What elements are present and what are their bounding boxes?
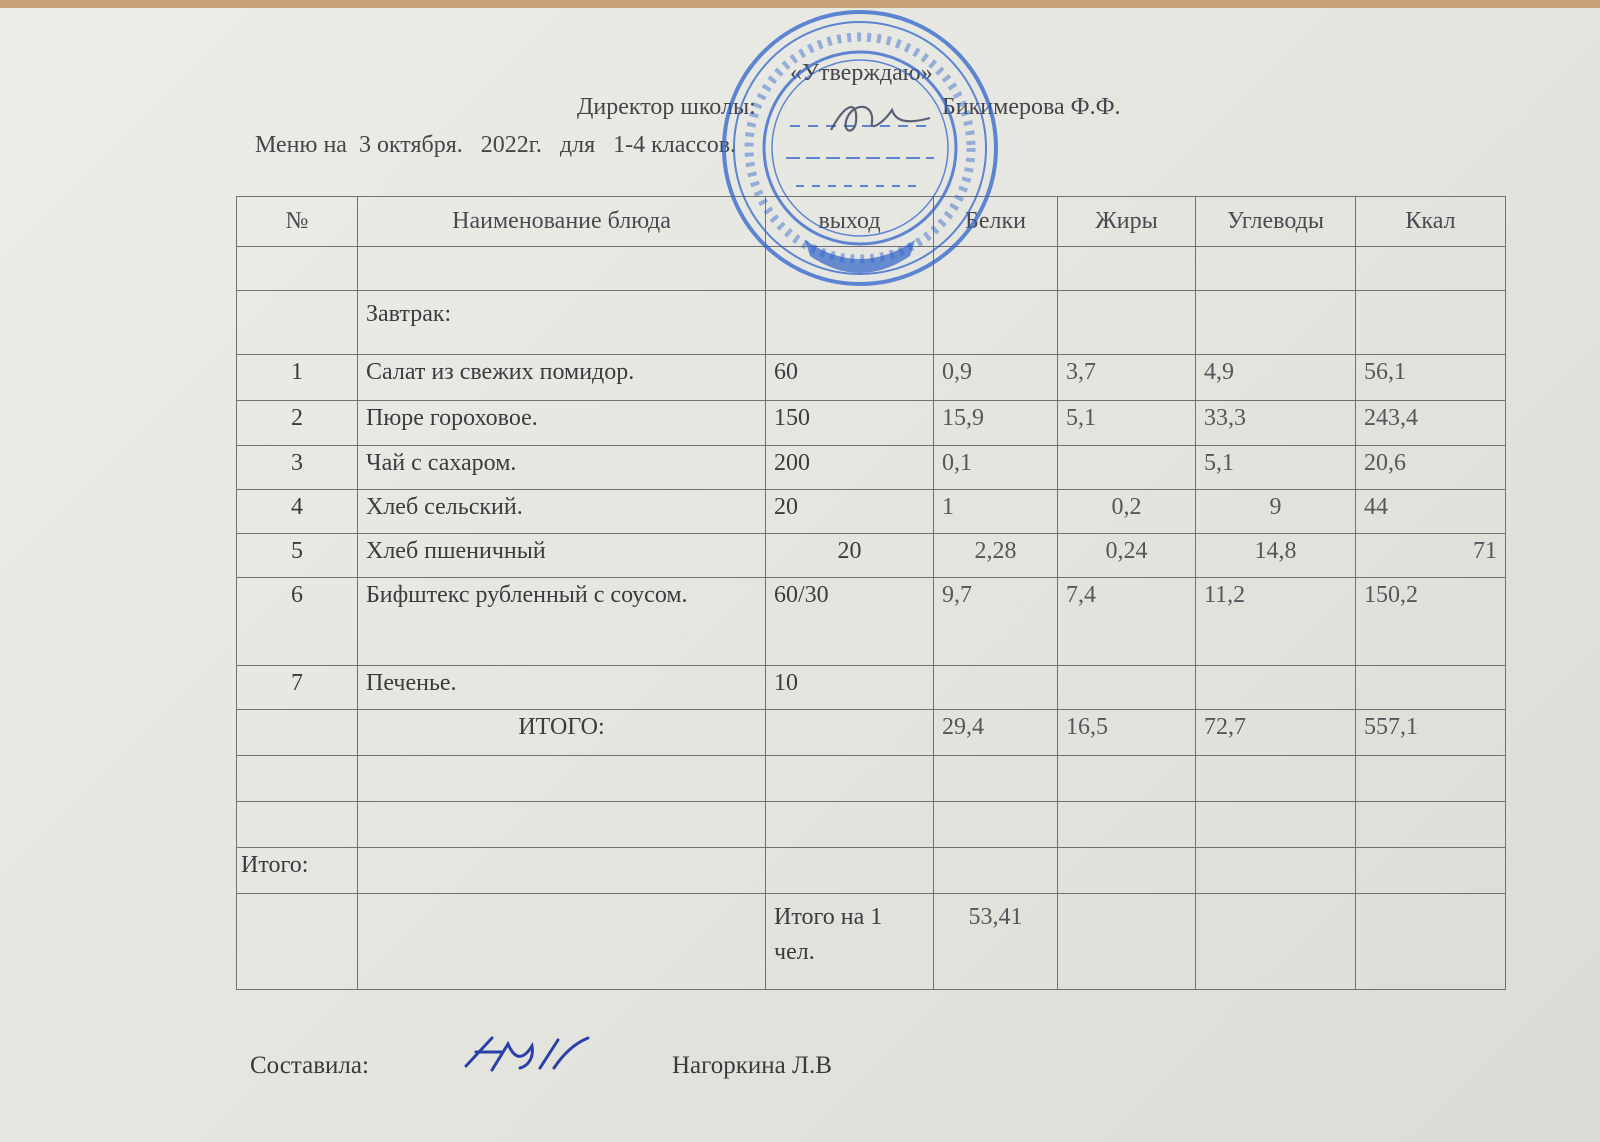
dish-name: Хлеб пшеничный — [358, 534, 766, 578]
subtotal-row — [237, 710, 1506, 756]
total-label: Итого: — [237, 848, 358, 894]
column-header: Углеводы — [1196, 197, 1356, 247]
carbs-value: 11,2 — [1196, 578, 1356, 666]
kcal-value: 150,2 — [1356, 578, 1506, 666]
fat-value: 5,1 — [1058, 401, 1196, 446]
per-person-row — [237, 894, 1506, 990]
stamp-seal — [710, 8, 1010, 293]
kcal-value: 243,4 — [1356, 401, 1506, 446]
menu-table — [236, 196, 1506, 990]
kcal-value: 44 — [1356, 490, 1506, 534]
table-edge — [0, 0, 1600, 8]
kcal-value: 71 — [1356, 534, 1506, 578]
section-label: Завтрак: — [358, 291, 766, 355]
protein-value: 9,7 — [934, 578, 1058, 666]
subtotal-fat: 16,5 — [1058, 710, 1196, 756]
composed-label: Составила: — [250, 1052, 369, 1079]
fat-value — [1058, 446, 1196, 490]
table-row — [237, 355, 1506, 401]
table-row — [237, 666, 1506, 710]
director-name: Бикимерова Ф.Ф. — [942, 94, 1121, 120]
dish-name: Пюре гороховое. — [358, 401, 766, 446]
row-number: 2 — [237, 401, 358, 446]
carbs-value — [1196, 666, 1356, 710]
fat-value — [1058, 666, 1196, 710]
table-row — [237, 490, 1506, 534]
director-label: Директор школы: — [577, 94, 756, 120]
approve-heading: «Утверждаю» — [790, 60, 933, 86]
carbs-value: 33,3 — [1196, 401, 1356, 446]
total-row — [237, 848, 1506, 894]
protein-value: 2,28 — [934, 534, 1058, 578]
table-row — [237, 578, 1506, 666]
row-number: 5 — [237, 534, 358, 578]
protein-value — [934, 666, 1058, 710]
kcal-value: 56,1 — [1356, 355, 1506, 401]
carbs-value: 4,9 — [1196, 355, 1356, 401]
row-number: 7 — [237, 666, 358, 710]
column-header: Белки — [934, 197, 1058, 247]
cook-signature — [462, 1032, 592, 1078]
fat-value: 3,7 — [1058, 355, 1196, 401]
column-header: Жиры — [1058, 197, 1196, 247]
carbs-value: 14,8 — [1196, 534, 1356, 578]
table-row — [237, 802, 1506, 848]
fat-value: 0,2 — [1058, 490, 1196, 534]
protein-value: 0,1 — [934, 446, 1058, 490]
column-header: Наименование блюда — [358, 197, 766, 247]
subtotal-kcal: 557,1 — [1356, 710, 1506, 756]
table-row — [237, 401, 1506, 446]
subtotal-carbs: 72,7 — [1196, 710, 1356, 756]
section-row — [237, 291, 1506, 355]
per-person-label: Итого на 1 чел. — [766, 894, 934, 990]
table-row — [237, 446, 1506, 490]
dish-name: Чай с сахаром. — [358, 446, 766, 490]
carbs-value: 9 — [1196, 490, 1356, 534]
dish-output: 200 — [766, 446, 934, 490]
row-number: 6 — [237, 578, 358, 666]
composed-name: Нагоркина Л.В — [672, 1052, 832, 1079]
column-header: № — [237, 197, 358, 247]
fat-value: 0,24 — [1058, 534, 1196, 578]
table-row — [237, 756, 1506, 802]
kcal-value — [1356, 666, 1506, 710]
column-header: выход — [766, 197, 934, 247]
row-number: 4 — [237, 490, 358, 534]
table-row — [237, 534, 1506, 578]
kcal-value: 20,6 — [1356, 446, 1506, 490]
dish-output: 60/30 — [766, 578, 934, 666]
dish-name: Печенье. — [358, 666, 766, 710]
fat-value: 7,4 — [1058, 578, 1196, 666]
dish-output: 60 — [766, 355, 934, 401]
protein-value: 1 — [934, 490, 1058, 534]
row-number: 1 — [237, 355, 358, 401]
dish-name: Хлеб сельский. — [358, 490, 766, 534]
row-number: 3 — [237, 446, 358, 490]
dish-output: 20 — [766, 490, 934, 534]
column-header: Ккал — [1356, 197, 1506, 247]
subtotal-label: ИТОГО: — [358, 710, 766, 756]
menu-title: Меню на 3 октября. 2022г. для 1-4 классов. — [255, 132, 737, 158]
dish-name: Салат из свежих помидор. — [358, 355, 766, 401]
director-signature — [826, 92, 936, 142]
dish-name: Бифштекс рубленный с соусом. — [358, 578, 766, 666]
per-person-value: 53,41 — [934, 894, 1058, 990]
protein-value: 0,9 — [934, 355, 1058, 401]
dish-output: 20 — [766, 534, 934, 578]
dish-output: 150 — [766, 401, 934, 446]
subtotal-protein: 29,4 — [934, 710, 1058, 756]
carbs-value: 5,1 — [1196, 446, 1356, 490]
protein-value: 15,9 — [934, 401, 1058, 446]
dish-output: 10 — [766, 666, 934, 710]
